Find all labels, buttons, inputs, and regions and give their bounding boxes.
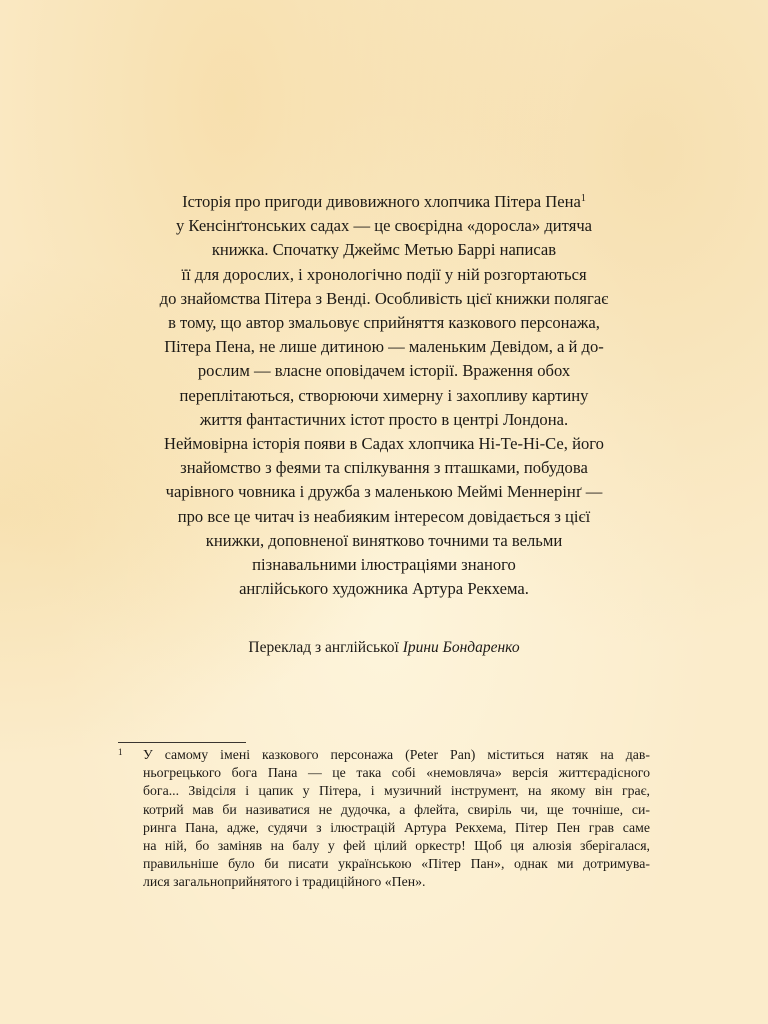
footnote-line: котрий мав би називатися не дудочка, а флейта, свиріль чи, ще точніше, си-: [143, 801, 650, 817]
footnote-line: бога... Звідсіля і цапик у Пітера, і музичний інструмент, на якому він грає,: [143, 783, 650, 799]
footnote-line: на ній, бо заміняв на балу у фей цілий оркестр! Щоб ця алюзія зберігалася,: [143, 838, 650, 854]
translator-name: Ірини Бондаренко: [402, 639, 520, 656]
text-line: Неймовірна історія появи в Садах хлопчика Ні-Те-Ні-Се, його: [164, 434, 604, 454]
text-line: знайомство з феями та спілкування з пташками, побудова: [180, 458, 588, 478]
text-line: в тому, що автор змальовує сприйняття казкового персонажа,: [168, 313, 600, 333]
footnote-marker: 1: [118, 747, 123, 757]
text-line: книжка. Спочатку Джеймс Метью Баррі написав: [211, 240, 557, 260]
text-line: [120, 190, 648, 214]
footnote-line: ринга Пана, адже, судячи з ілюстрацій Артура Рекхема, Пітер Пен грав саме: [143, 819, 650, 835]
footnote-reference[interactable]: 1: [580, 193, 586, 204]
text-line: про все це читач із неабияким інтересом довідається з цієї: [177, 506, 591, 526]
footnote-line: лися загальноприйнятого і традиційного «Пен».: [143, 874, 426, 890]
footnote-line: ньогрецького бога Пана — це така собі «немовляча» версія життєрадісного: [143, 765, 650, 781]
footnote: [118, 746, 650, 892]
translator-credit: [120, 637, 648, 659]
footnote-body: [143, 746, 650, 892]
text-line: до знайомства Пітера з Венді. Особливість цієї книжки полягає: [159, 288, 609, 308]
footnote-line: У самому імені казкового персонажа (Peter Pan) міститься натяк на дав-: [143, 747, 650, 762]
text-line: переплітаються, створюючи химерну і захопливу картину: [179, 385, 589, 405]
footnote-divider: [118, 742, 246, 743]
text-line: її для дорослих, і хронологічно події у ній розгортаються: [181, 264, 587, 284]
text-line: пізнавальними ілюстраціями знаного: [252, 555, 516, 575]
translator-prefix: Переклад з англійської: [248, 639, 403, 656]
text-line: життя фантастичних істот просто в центрі Лондона.: [199, 409, 569, 429]
text-line: книжки, доповненої винятково точними та вельми: [205, 530, 563, 550]
text-line: Пітера Пена, не лише дитиною — маленьким Девідом, а й до-: [164, 337, 604, 357]
annotation-text: [120, 190, 648, 601]
text-line: у Кенсінґтонських садах — це своєрідна «доросла» дитяча: [175, 216, 593, 236]
footnote-line: правильніше було би писати українською «Пітер Пан», однак ми дотримува-: [143, 856, 650, 872]
text-line-content: Історія про пригоди дивовижного хлопчика Пітера Пена: [182, 192, 581, 211]
text-line: англійського художника Артура Рекхема.: [239, 579, 529, 599]
text-line: чарівного човника і дружба з маленькою Меймі Меннерінґ —: [165, 482, 603, 502]
text-line: рослим — власне оповідачем історії. Враження обох: [197, 361, 571, 381]
